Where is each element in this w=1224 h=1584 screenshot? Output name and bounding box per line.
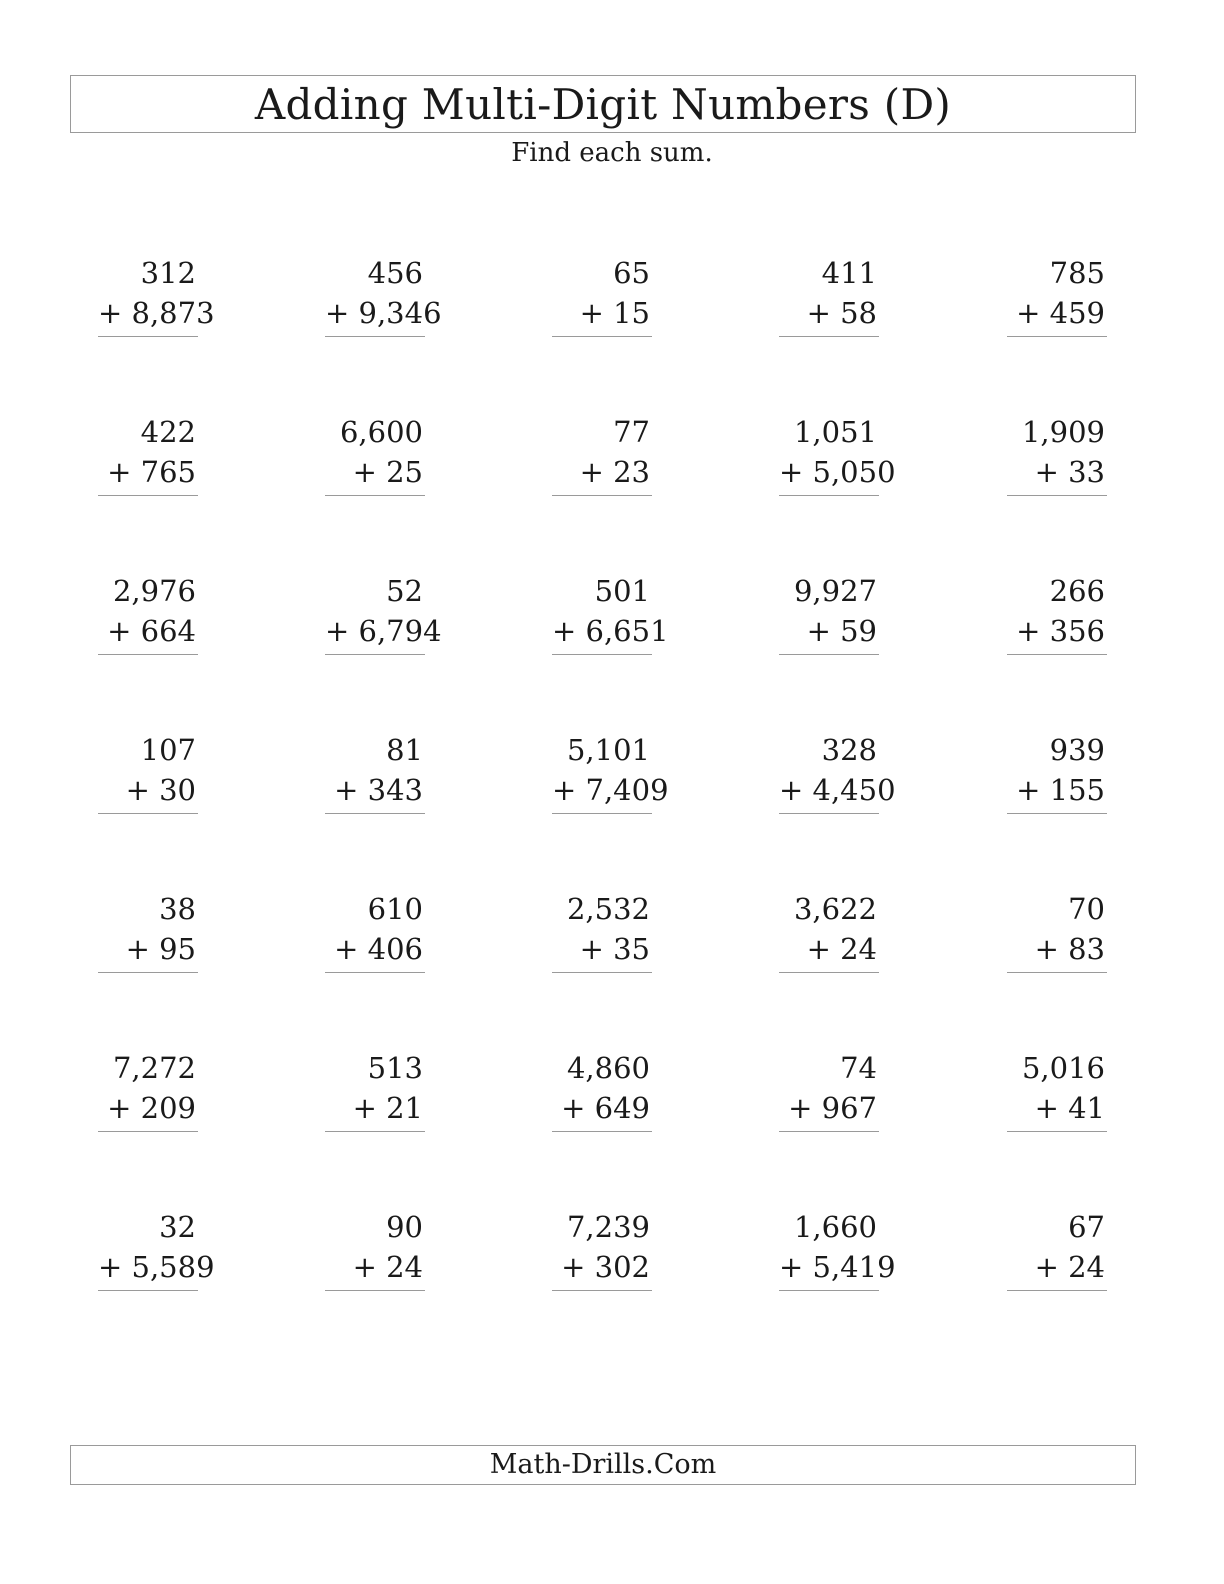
addend-bottom: + 41 (1034, 1091, 1105, 1125)
addend-top: 610 (367, 892, 423, 926)
addend-bottom: + 23 (579, 455, 650, 489)
addend-top: 107 (140, 733, 196, 767)
addend-top: 74 (840, 1051, 877, 1085)
addend-bottom: + 5,589 (98, 1250, 215, 1284)
addend-bottom: + 24 (1034, 1250, 1105, 1284)
problem (552, 892, 652, 972)
sum-line (779, 654, 879, 655)
problem (98, 733, 198, 813)
addend-bottom: + 95 (125, 932, 196, 966)
addend-top: 456 (367, 256, 423, 290)
addend-top: 411 (821, 256, 877, 290)
sum-line (1007, 813, 1107, 814)
sum-line (325, 1290, 425, 1291)
addend-bottom: + 24 (806, 932, 877, 966)
problem (552, 256, 652, 336)
addend-bottom: + 967 (788, 1091, 877, 1125)
addend-top: 5,016 (1021, 1051, 1105, 1085)
sum-line (552, 972, 652, 973)
addend-bottom: + 406 (334, 932, 423, 966)
problem (552, 733, 669, 813)
problem (325, 256, 442, 336)
addend-top: 422 (140, 415, 196, 449)
sum-line (1007, 1290, 1107, 1291)
sum-line (779, 1131, 879, 1132)
sum-line (779, 813, 879, 814)
problem (552, 1210, 652, 1290)
addend-bottom: + 8,873 (98, 296, 215, 330)
addend-top: 501 (594, 574, 650, 608)
problem (98, 1051, 198, 1131)
sum-line (325, 654, 425, 655)
problem (98, 574, 198, 654)
addend-top: 52 (386, 574, 423, 608)
addend-top: 7,239 (566, 1210, 650, 1244)
addend-bottom: + 155 (1016, 773, 1105, 807)
addend-bottom: + 356 (1016, 614, 1105, 648)
addend-top: 6,600 (339, 415, 423, 449)
addend-top: 328 (821, 733, 877, 767)
problem (98, 415, 198, 495)
sum-line (779, 972, 879, 973)
addend-top: 65 (613, 256, 650, 290)
addend-top: 77 (613, 415, 650, 449)
sum-line (98, 1290, 198, 1291)
page-title: Adding Multi-Digit Numbers (D) (254, 80, 952, 129)
problem (779, 733, 896, 813)
addend-bottom: + 343 (334, 773, 423, 807)
sum-line (98, 1131, 198, 1132)
instructions: Find each sum. (511, 138, 713, 168)
addend-top: 1,660 (793, 1210, 877, 1244)
problem (552, 574, 669, 654)
problem (1007, 574, 1107, 654)
sum-line (98, 336, 198, 337)
addend-top: 1,909 (1021, 415, 1105, 449)
problem (779, 892, 879, 972)
addend-bottom: + 459 (1016, 296, 1105, 330)
problem (325, 1210, 425, 1290)
addend-top: 312 (140, 256, 196, 290)
addend-bottom: + 33 (1034, 455, 1105, 489)
addend-bottom: + 30 (125, 773, 196, 807)
addend-bottom: + 5,050 (779, 455, 896, 489)
sum-line (1007, 972, 1107, 973)
sum-line (325, 336, 425, 337)
addend-bottom: + 83 (1034, 932, 1105, 966)
addend-top: 32 (159, 1210, 196, 1244)
sum-line (98, 972, 198, 973)
addend-bottom: + 58 (806, 296, 877, 330)
problem (779, 256, 879, 336)
problem (1007, 1210, 1107, 1290)
addend-bottom: + 6,794 (325, 614, 442, 648)
addend-bottom: + 59 (806, 614, 877, 648)
addend-top: 90 (386, 1210, 423, 1244)
addend-bottom: + 209 (107, 1091, 196, 1125)
sum-line (98, 495, 198, 496)
sum-line (1007, 336, 1107, 337)
addend-bottom: + 649 (561, 1091, 650, 1125)
problem (1007, 733, 1107, 813)
addend-bottom: + 9,346 (325, 296, 442, 330)
sum-line (325, 1131, 425, 1132)
footer-text: Math-Drills.Com (489, 1449, 717, 1480)
addend-top: 2,976 (112, 574, 196, 608)
problem (552, 1051, 652, 1131)
problem (779, 1210, 896, 1290)
addend-bottom: + 21 (352, 1091, 423, 1125)
sum-line (552, 1131, 652, 1132)
sum-line (552, 1290, 652, 1291)
sum-line (779, 336, 879, 337)
addend-top: 513 (367, 1051, 423, 1085)
addend-bottom: + 765 (107, 455, 196, 489)
addend-top: 2,532 (566, 892, 650, 926)
sum-line (325, 813, 425, 814)
sum-line (1007, 1131, 1107, 1132)
problem (1007, 415, 1107, 495)
problem (1007, 892, 1107, 972)
problem (779, 574, 879, 654)
problem (325, 733, 425, 813)
sum-line (1007, 654, 1107, 655)
addend-bottom: + 5,419 (779, 1250, 896, 1284)
sum-line (98, 813, 198, 814)
addend-bottom: + 15 (579, 296, 650, 330)
addend-top: 67 (1068, 1210, 1105, 1244)
addend-top: 38 (159, 892, 196, 926)
problem (325, 574, 442, 654)
addend-top: 3,622 (793, 892, 877, 926)
problem (1007, 1051, 1107, 1131)
problem (98, 256, 215, 336)
sum-line (325, 972, 425, 973)
addend-bottom: + 24 (352, 1250, 423, 1284)
addend-bottom: + 302 (561, 1250, 650, 1284)
sum-line (552, 336, 652, 337)
addend-top: 1,051 (793, 415, 877, 449)
addend-top: 266 (1049, 574, 1105, 608)
sum-line (325, 495, 425, 496)
addend-top: 81 (386, 733, 423, 767)
addend-top: 4,860 (566, 1051, 650, 1085)
problem (98, 1210, 215, 1290)
problem (325, 892, 425, 972)
sum-line (552, 813, 652, 814)
problem (325, 415, 425, 495)
sum-line (1007, 495, 1107, 496)
addend-bottom: + 7,409 (552, 773, 669, 807)
addend-bottom: + 25 (352, 455, 423, 489)
problem (779, 415, 896, 495)
addend-top: 5,101 (566, 733, 650, 767)
addend-top: 9,927 (793, 574, 877, 608)
addend-bottom: + 35 (579, 932, 650, 966)
sum-line (779, 1290, 879, 1291)
sum-line (779, 495, 879, 496)
addend-bottom: + 4,450 (779, 773, 896, 807)
addend-top: 785 (1049, 256, 1105, 290)
sum-line (552, 654, 652, 655)
problem (325, 1051, 425, 1131)
addend-bottom: + 664 (107, 614, 196, 648)
problem (1007, 256, 1107, 336)
sum-line (98, 654, 198, 655)
addend-top: 939 (1049, 733, 1105, 767)
problem (779, 1051, 879, 1131)
sum-line (552, 495, 652, 496)
problem (98, 892, 198, 972)
addend-top: 7,272 (112, 1051, 196, 1085)
footer-box (70, 1445, 1136, 1485)
addend-bottom: + 6,651 (552, 614, 669, 648)
addend-top: 70 (1068, 892, 1105, 926)
problem (552, 415, 652, 495)
